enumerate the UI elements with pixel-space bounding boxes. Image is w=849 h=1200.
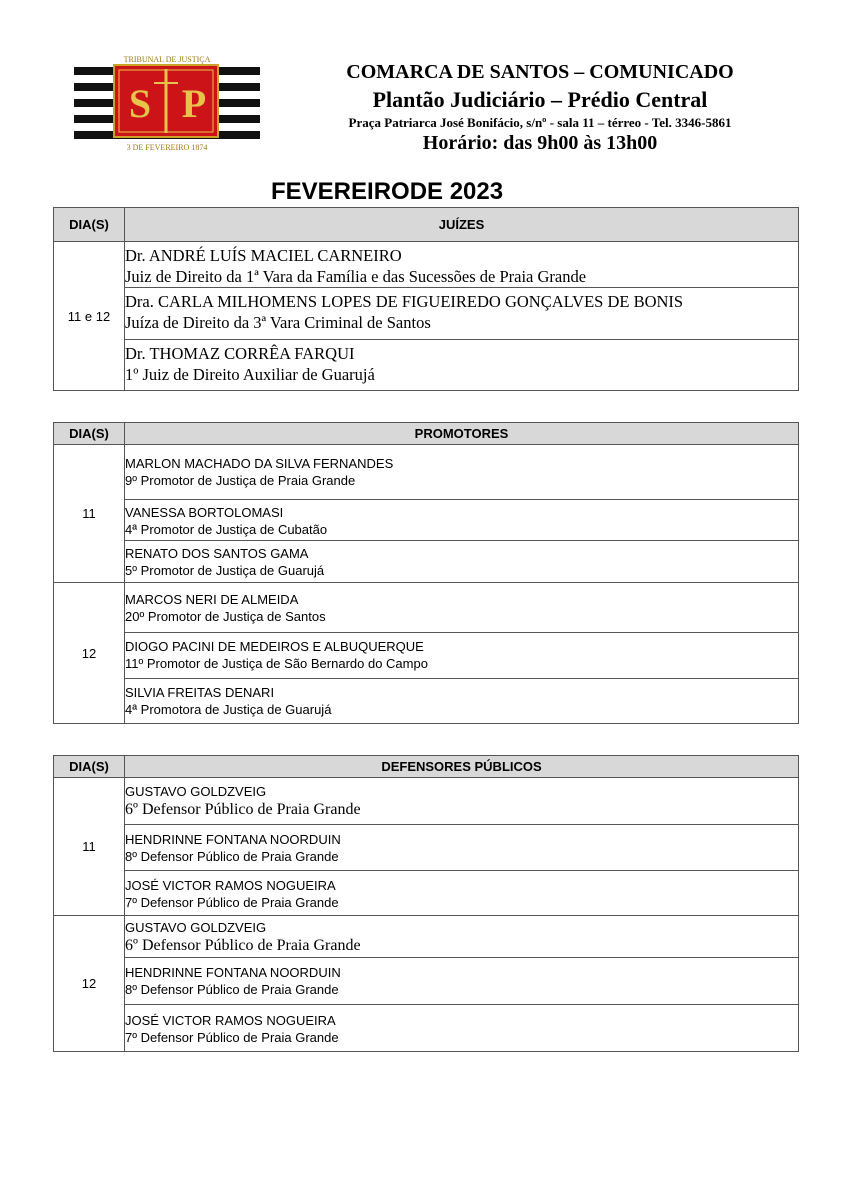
table-header-row [54, 208, 799, 242]
table-row [54, 633, 799, 679]
prosecutor-name: VANESSA BORTOLOMASI [125, 505, 284, 520]
column-header-judges: JUÍZES [125, 208, 799, 242]
day-cell: 12 [54, 916, 125, 1052]
emblem-letter-s: S [128, 81, 152, 126]
table-row [54, 583, 799, 633]
column-header-prosecutors: PROMOTORES [125, 423, 799, 445]
judge-name: Dr. THOMAZ CORRÊA FARQUI [125, 344, 355, 363]
header-hours: Horário: das 9h00 às 13h00 [422, 132, 658, 154]
column-header-day: DIA(S) [54, 208, 125, 242]
judge-entry [125, 242, 799, 288]
defender-entry [125, 916, 799, 958]
table-header-row [54, 756, 799, 778]
defender-name: JOSÉ VICTOR RAMOS NOGUEIRA [125, 1013, 336, 1028]
column-header-day: DIA(S) [54, 423, 125, 445]
prosecutor-entry [125, 583, 799, 633]
table-row [54, 916, 799, 958]
prosecutor-name: RENATO DOS SANTOS GAMA [125, 546, 309, 561]
table-row [54, 500, 799, 541]
table-header-row [54, 423, 799, 445]
defender-entry [125, 871, 799, 916]
prosecutor-role: 4ª Promotor de Justiça de Cubatão [125, 522, 328, 537]
judge-entry [125, 340, 799, 391]
defender-role: 6º Defensor Público de Praia Grande [125, 801, 361, 818]
defender-role: 7º Defensor Público de Praia Grande [125, 895, 339, 910]
table-row [54, 825, 799, 871]
prosecutor-name: DIOGO PACINI DE MEDEIROS E ALBUQUERQUE [125, 639, 424, 654]
month-title: FEVEREIRODE 2023 [271, 178, 504, 205]
emblem-bottom-text: 3 DE FEVEREIRO 1874 [126, 143, 208, 152]
prosecutor-name: MARLON MACHADO DA SILVA FERNANDES [125, 456, 394, 471]
defender-name: HENDRINNE FONTANA NOORDUIN [125, 965, 341, 980]
prosecutor-entry [125, 541, 799, 583]
judge-role: 1º Juiz de Direito Auxiliar de Guarujá [125, 365, 375, 384]
column-header-day: DIA(S) [54, 756, 125, 778]
table-row [54, 445, 799, 500]
judge-role: Juiz de Direito da 1ª Vara da Família e das Sucessões de Praia Grande [125, 267, 587, 286]
judge-name: Dra. CARLA MILHOMENS LOPES DE FIGUEIREDO GONÇALVES DE BONIS [125, 292, 684, 311]
prosecutor-role: 5º Promotor de Justiça de Guarujá [125, 563, 325, 578]
table-row [54, 958, 799, 1005]
defender-name: GUSTAVO GOLDZVEIG [125, 784, 267, 799]
prosecutor-role: 11º Promotor de Justiça de São Bernardo do Campo [125, 656, 428, 671]
prosecutor-entry [125, 445, 799, 500]
prosecutors-table [53, 422, 799, 724]
judge-role: Juíza de Direito da 3ª Vara Criminal de Santos [125, 313, 431, 332]
prosecutor-entry [125, 679, 799, 724]
table-row [54, 340, 799, 391]
public-defenders-table [53, 755, 799, 1052]
prosecutor-name: SILVIA FREITAS DENARI [125, 685, 275, 700]
defender-entry [125, 958, 799, 1005]
header-title: COMARCA DE SANTOS – COMUNICADO [346, 61, 734, 83]
defender-name: HENDRINNE FONTANA NOORDUIN [125, 832, 341, 847]
defender-entry [125, 778, 799, 825]
day-cell: 11 e 12 [54, 242, 125, 391]
table-row [54, 871, 799, 916]
judge-entry [125, 288, 799, 340]
defender-name: GUSTAVO GOLDZVEIG [125, 920, 267, 935]
tjsp-emblem-icon [74, 53, 260, 157]
day-cell: 12 [54, 583, 125, 724]
emblem-top-text: TRIBUNAL DE JUSTIÇA [123, 55, 211, 64]
defender-name: JOSÉ VICTOR RAMOS NOGUEIRA [125, 878, 336, 893]
header-subtitle: Plantão Judiciário – Prédio Central [372, 87, 708, 112]
table-row [54, 679, 799, 724]
prosecutor-role: 4ª Promotora de Justiça de Guarujá [125, 702, 332, 717]
day-cell: 11 [54, 778, 125, 916]
prosecutor-entry [125, 500, 799, 541]
table-row [54, 242, 799, 288]
defender-role: 7º Defensor Público de Praia Grande [125, 1030, 339, 1045]
table-row [54, 288, 799, 340]
column-header-defenders: DEFENSORES PÚBLICOS [125, 756, 799, 778]
defender-role: 8º Defensor Público de Praia Grande [125, 849, 339, 864]
defender-role: 8º Defensor Público de Praia Grande [125, 982, 339, 997]
prosecutor-role: 9º Promotor de Justiça de Praia Grande [125, 473, 356, 488]
table-row [54, 541, 799, 583]
prosecutor-role: 20º Promotor de Justiça de Santos [125, 609, 326, 624]
table-row [54, 778, 799, 825]
day-cell: 11 [54, 445, 125, 583]
judges-table [53, 207, 799, 391]
defender-role: 6º Defensor Público de Praia Grande [125, 937, 361, 954]
table-row [54, 1005, 799, 1052]
prosecutor-entry [125, 633, 799, 679]
judge-name: Dr. ANDRÉ LUÍS MACIEL CARNEIRO [125, 246, 402, 265]
emblem-letter-p: P [181, 81, 207, 126]
defender-entry [125, 825, 799, 871]
defender-entry [125, 1005, 799, 1052]
header-address: Praça Patriarca José Bonifácio, s/nº - sala 11 – térreo - Tel. 3346-5861 [348, 115, 732, 130]
prosecutor-name: MARCOS NERI DE ALMEIDA [125, 592, 299, 607]
